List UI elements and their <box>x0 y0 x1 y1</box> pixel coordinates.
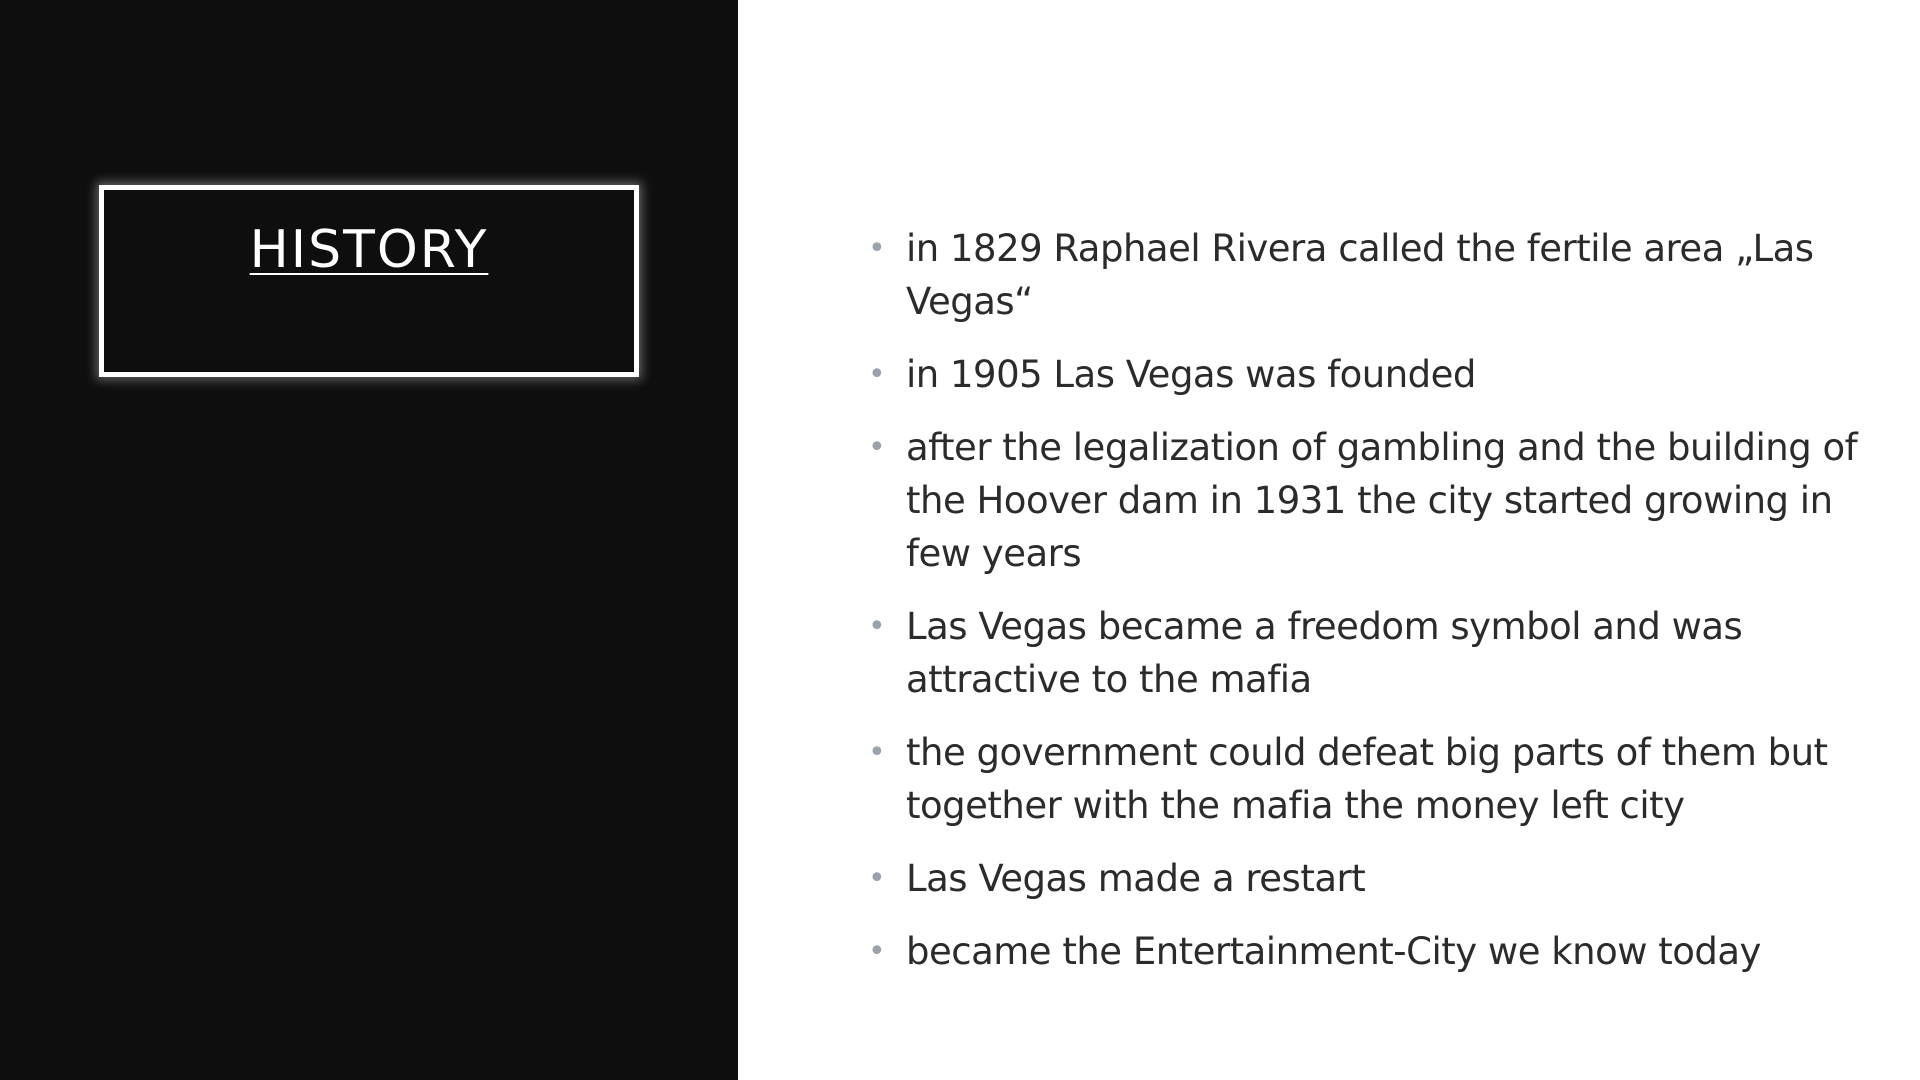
bullet-item <box>868 348 1898 401</box>
bullet-text: Las Vegas made a restart <box>906 857 1366 900</box>
bullet-content <box>868 222 1898 998</box>
bullet-text: Las Vegas became a freedom symbol and was attractive to the mafia <box>906 605 1743 701</box>
slide-title: HISTORY <box>249 220 489 280</box>
bullet-item <box>868 726 1898 832</box>
bullet-marker: • <box>868 430 886 465</box>
bullet-text: in 1905 Las Vegas was founded <box>906 353 1476 396</box>
bullet-text: became the Entertainment-City we know today <box>906 930 1761 973</box>
bullet-marker: • <box>868 231 886 266</box>
bullet-item <box>868 222 1898 328</box>
title-frame <box>99 185 639 377</box>
bullet-list <box>868 222 1898 978</box>
bullet-item <box>868 421 1898 580</box>
bullet-marker: • <box>868 357 886 392</box>
bullet-text: in 1829 Raphael Rivera called the fertile area „Las Vegas“ <box>906 227 1814 323</box>
bullet-item <box>868 600 1898 706</box>
bullet-marker: • <box>868 861 886 896</box>
bullet-text: after the legalization of gambling and the building of the Hoover dam in 1931 the city started growing in few years <box>906 426 1858 575</box>
bullet-marker: • <box>868 735 886 770</box>
bullet-text: the government could defeat big parts of them but together with the mafia the money left city <box>906 731 1828 827</box>
left-title-panel <box>0 0 738 1080</box>
bullet-marker: • <box>868 934 886 969</box>
bullet-item <box>868 852 1898 905</box>
bullet-item <box>868 925 1898 978</box>
bullet-marker: • <box>868 609 886 644</box>
